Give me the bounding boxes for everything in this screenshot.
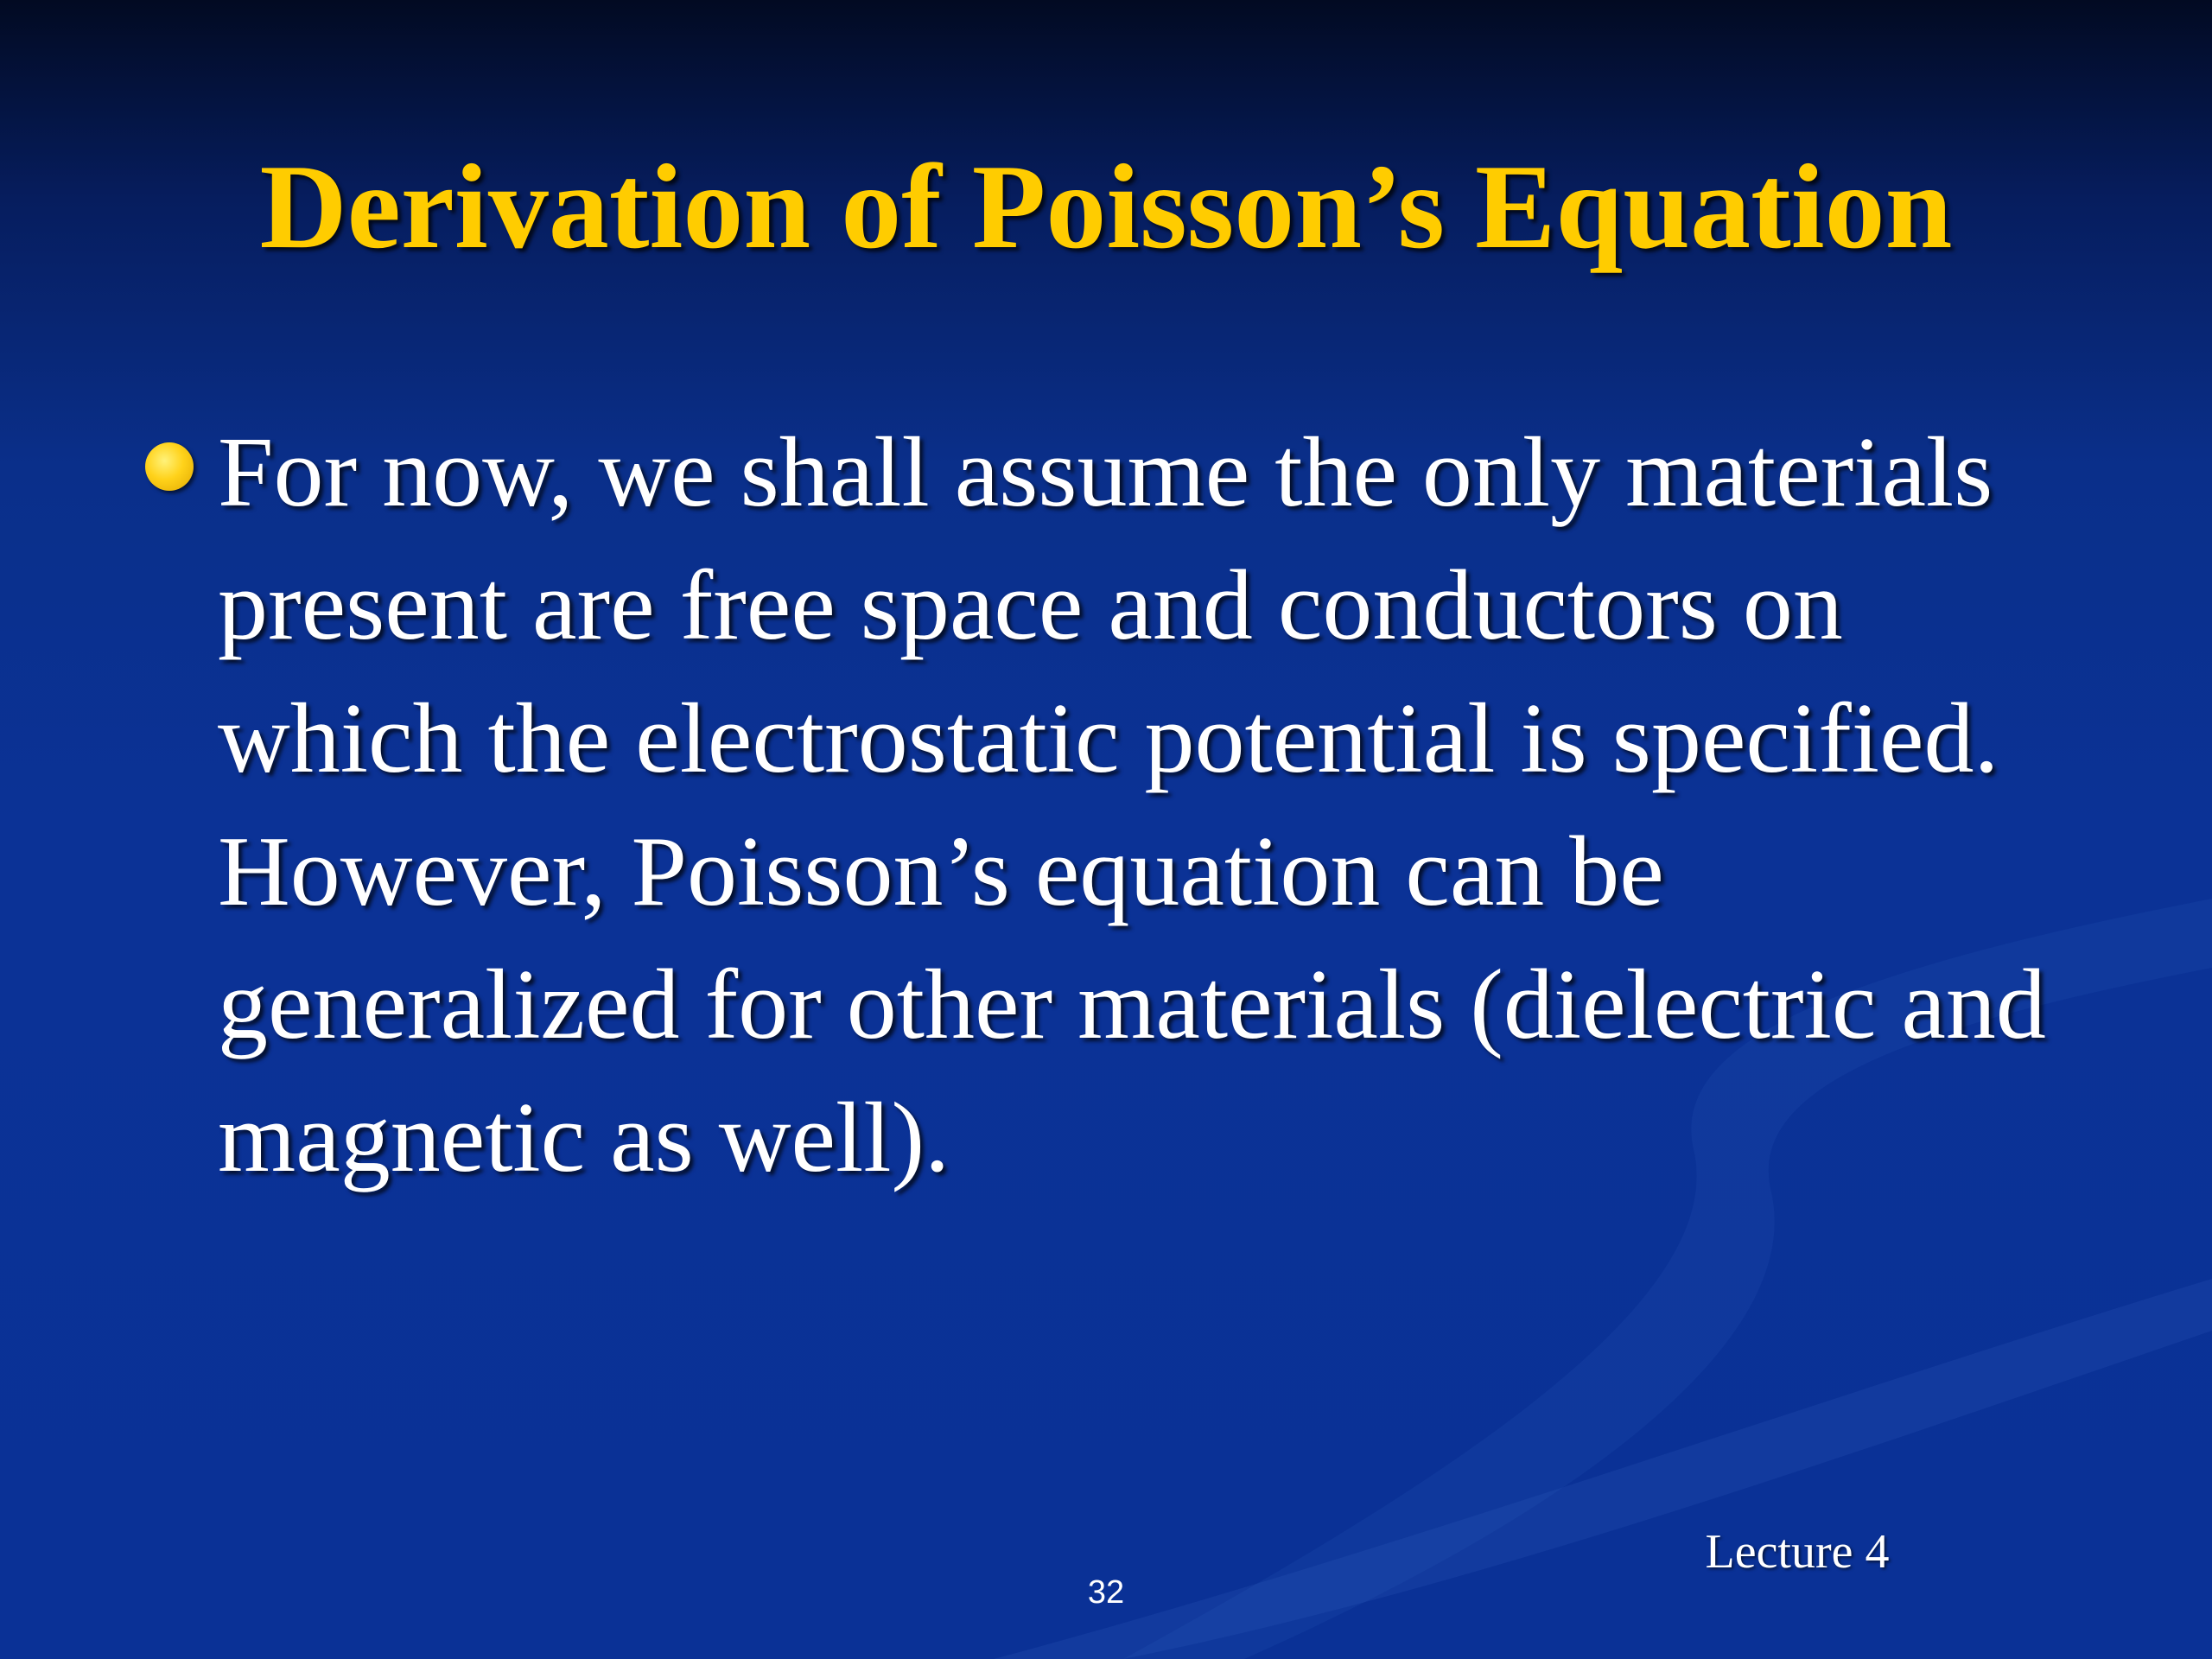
slide-page-number: 32: [1087, 1574, 1125, 1611]
bullet-text: For now, we shall assume the only materials present are free space and conductors on which the electrostatic potential is specified. However, Poisson’s equation can be generalized for other materials (dielectric and magnetic as well).: [218, 417, 2046, 1193]
bullet-dot-icon: [145, 442, 194, 491]
footer-lecture-label: Lecture 4: [1705, 1525, 1890, 1579]
slide-title: Derivation of Poisson’s Equation: [259, 140, 1953, 274]
